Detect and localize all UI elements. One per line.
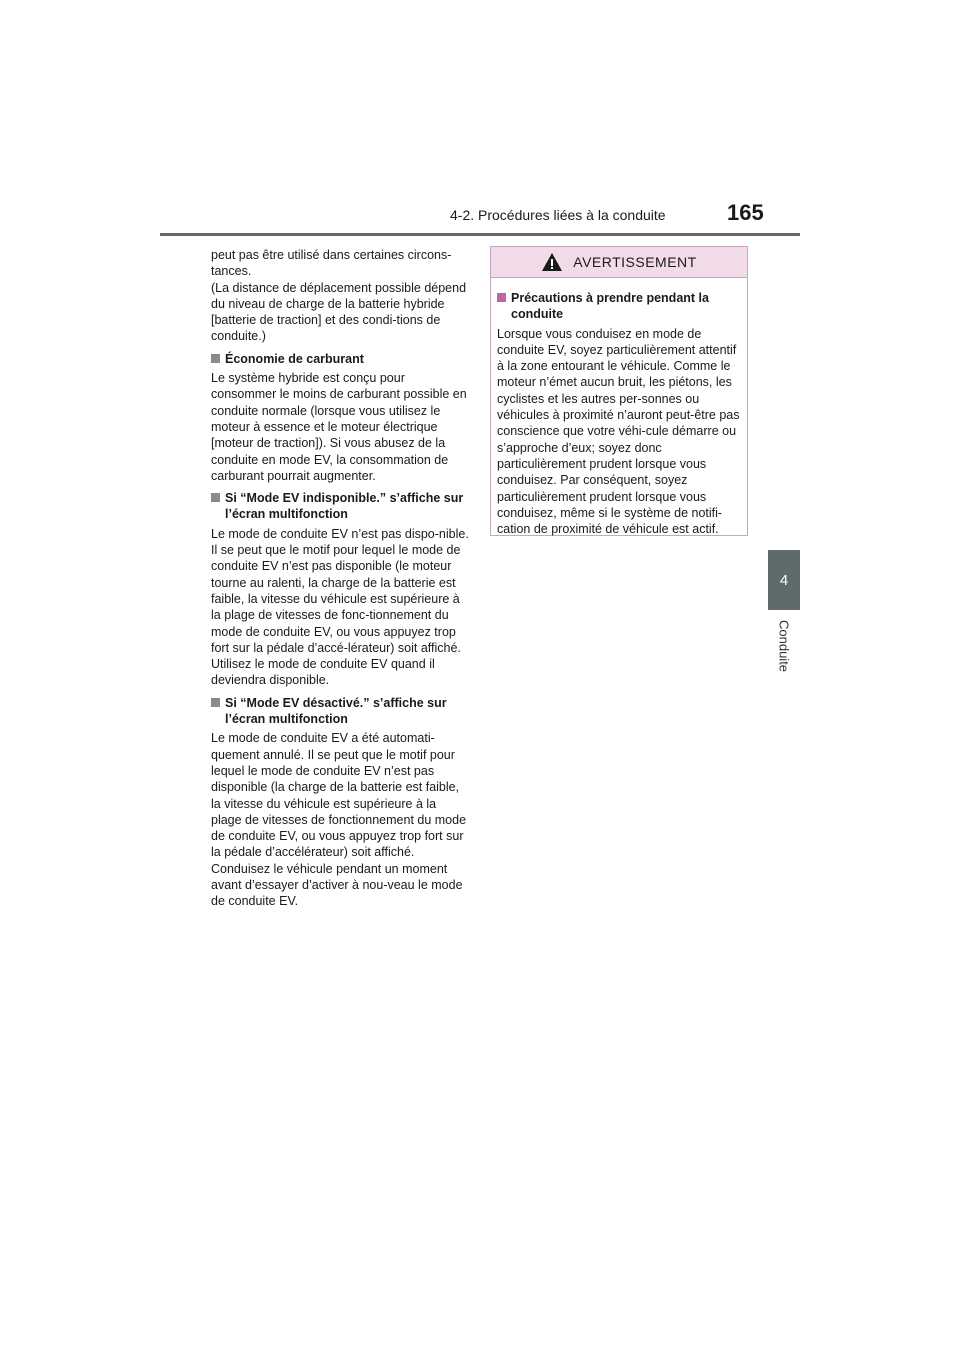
header-divider	[160, 233, 800, 236]
section-heading-text: Si “Mode EV désactivé.” s’affiche sur l’écran multifonction	[225, 695, 447, 727]
warning-box	[490, 246, 748, 536]
left-column	[211, 247, 469, 916]
section-body-ev-unavailable: Le mode de conduite EV n’est pas dispo-nible. Il se peut que le motif pour lequel le mode de conduite EV n’est pas disponible (le moteur tourne au ralenti, la charge de la batterie est faible, la vitesse du véhicule est supérieure à la plage de vitesses de fonc-tionnement du mode de conduite EV, ou vous appuyez trop fort sur la pédale d’accé-lérateur) soit affiché. Utilisez le mode de conduite EV quand il deviendra disponible.	[211, 526, 469, 688]
warning-text: Lorsque vous conduisez en mode de conduite EV, soyez particulièrement attentif à la zone entourant le véhicule. Comme le moteur n’émet aucun bruit, les piétons, les cyclistes et les autres per-sonnes ou véhicules à proximité n’auront peut-être pas conscience que votre véhi-cule démarre ou s’approche d’eux; soyez donc particulièrement prudent lorsque vous conduisez. Par conséquent, soyez particulièrement prudent lorsque vous conduisez, même si le système de notifi-cation de proximité de véhicule est actif.	[497, 326, 740, 537]
section-heading-fuel	[211, 351, 469, 367]
page-number: 165	[727, 200, 764, 225]
chapter-tab: 4	[768, 550, 800, 610]
section-body-fuel: Le système hybride est conçu pour consommer le moins de carburant possible en conduite normale (lorsque vous utilisez le moteur à essence et le moteur électrique [moteur de traction]). Si vous abusez de la conduite en mode EV, la consommation de carburant pourrait augmenter.	[211, 371, 467, 483]
warning-title: AVERTISSEMENT	[573, 254, 697, 270]
warning-heading	[497, 290, 741, 323]
warning-heading-text: Précautions à prendre pendant la conduite	[511, 291, 709, 322]
section-body-ev-disabled: Le mode de conduite EV a été automati-quement annulé. Il se peut que le motif pour lequel le mode de conduite EV n’est pas disponible (la charge de la batterie est faible, la vitesse du véhicule est supérieure à la plage de vitesses de fonctionnement du mode de conduite EV, ou vous appuyez trop fort sur la pédale d’accélérateur) soit affiché. Conduisez le véhicule pendant un moment avant d’essayer d’activer à nou-veau le mode de conduite EV.	[211, 731, 467, 909]
warning-body	[491, 278, 747, 537]
section-heading-ev-unavailable	[211, 490, 469, 523]
section-heading-text: Économie de carburant	[225, 351, 364, 366]
bullet-square-icon	[211, 493, 220, 502]
section-heading-ev-disabled	[211, 695, 469, 728]
warning-triangle-icon	[541, 252, 563, 272]
section-title: 4-2. Procédures liées à la conduite	[450, 207, 666, 223]
warning-header	[491, 247, 747, 278]
bullet-square-icon	[497, 293, 506, 302]
bullet-square-icon	[211, 354, 220, 363]
intro-paragraph: peut pas être utilisé dans certaines circons-tances. (La distance de déplacement possible dépend du niveau de charge de la batterie hybride [batterie de traction] et des condi-tions de conduite.)	[211, 248, 467, 344]
chapter-label: Conduite	[776, 620, 792, 673]
bullet-square-icon	[211, 698, 220, 707]
section-heading-text: Si “Mode EV indisponible.” s’affiche sur l’écran multifonction	[225, 491, 464, 522]
